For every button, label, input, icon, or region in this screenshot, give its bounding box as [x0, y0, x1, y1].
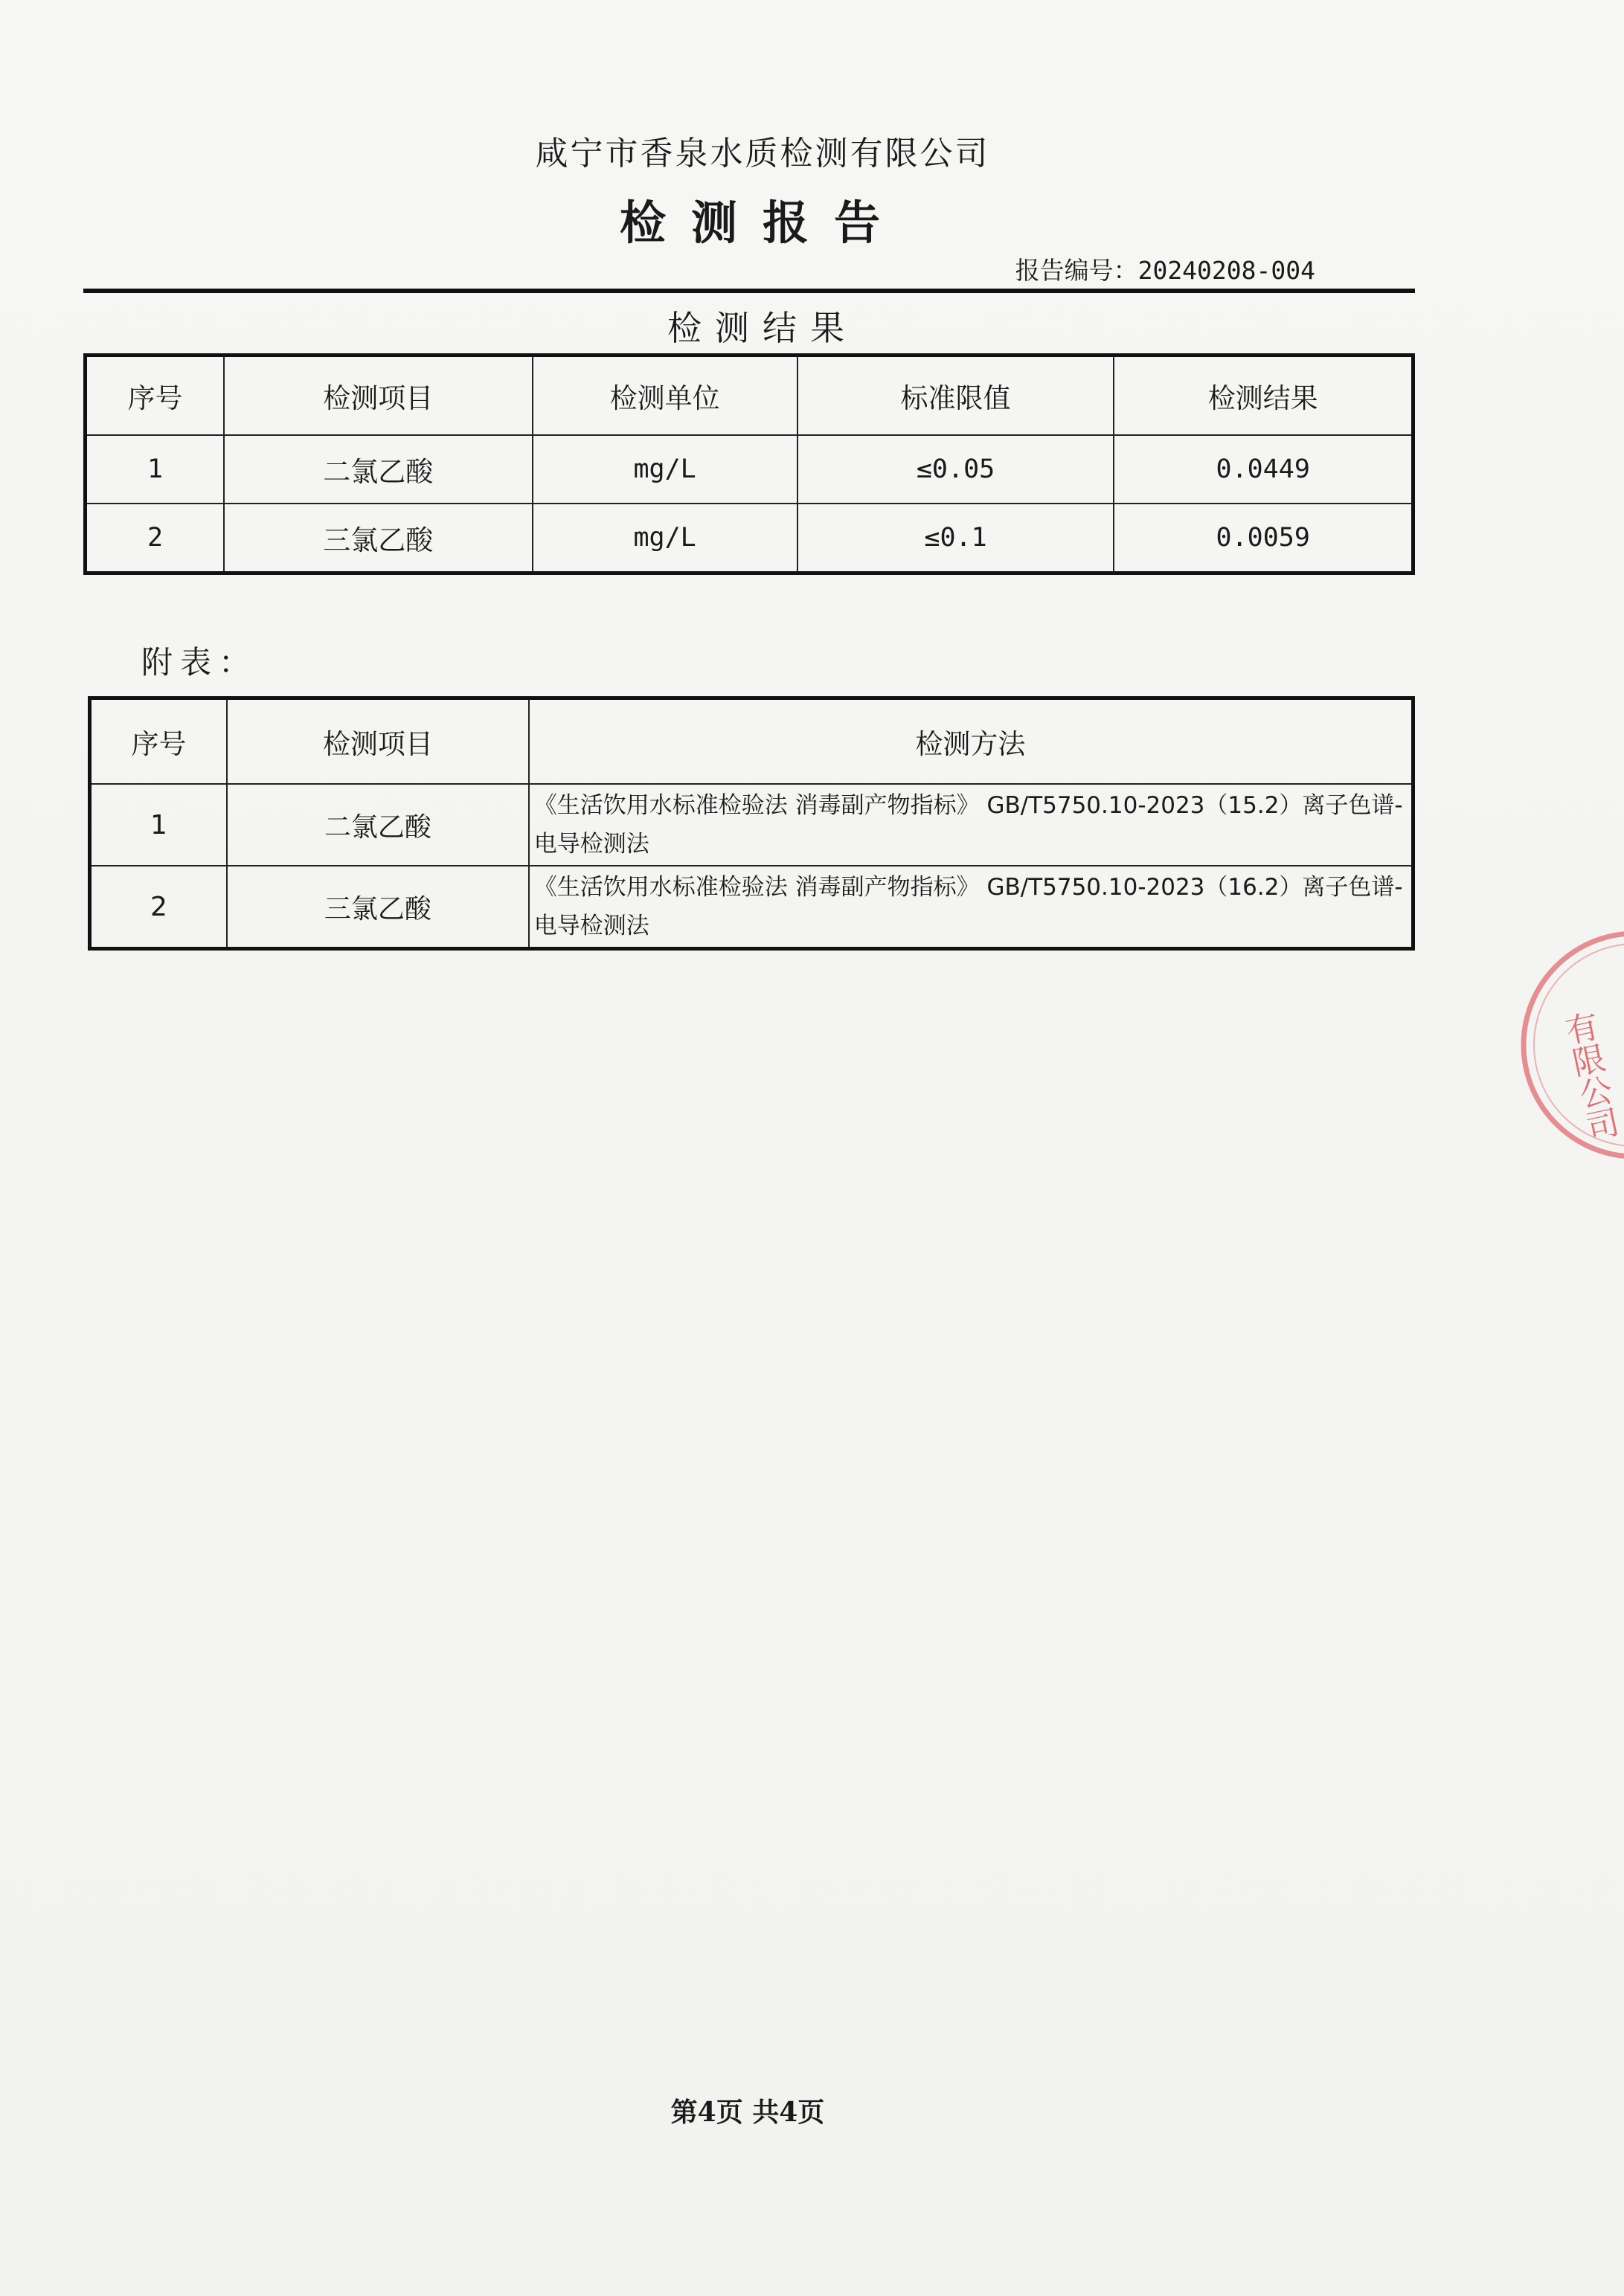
standard-limit: ≤0.05: [797, 435, 1114, 504]
test-result: 0.0059: [1114, 504, 1413, 573]
column-header: 检测项目: [227, 698, 529, 785]
seal-icon: [1512, 922, 1624, 1168]
row-number: 1: [90, 784, 228, 866]
row-number: 2: [86, 504, 224, 573]
row-number: 2: [90, 866, 228, 949]
column-header: 序号: [90, 698, 228, 785]
page-footer: 第4页 共4页: [670, 2097, 825, 2128]
test-unit: mg/L: [533, 435, 797, 504]
report-number-label: 报告编号：: [1015, 256, 1138, 285]
report-number: [1015, 251, 1315, 286]
column-header: 检测单位: [533, 356, 797, 436]
table-row: [86, 504, 1413, 573]
column-header: 检测结果: [1114, 356, 1413, 436]
column-header: 检测项目: [224, 356, 533, 436]
standard-limit: ≤0.1: [797, 504, 1114, 573]
test-result: 0.0449: [1114, 435, 1413, 504]
test-unit: mg/L: [533, 504, 797, 573]
test-item: 二氯乙酸: [224, 435, 533, 504]
appendix-table: [88, 696, 1415, 951]
table-row: [86, 435, 1413, 504]
table-row: [90, 866, 1413, 949]
appendix-label: 附表：: [141, 644, 258, 681]
appendix-header-row: [90, 698, 1413, 785]
company-name: 咸宁市香泉水质检测有限公司: [535, 135, 990, 173]
table-row: [90, 784, 1413, 866]
company-seal-stamp: [1512, 922, 1624, 1168]
column-header: 标准限值: [797, 356, 1114, 436]
column-header: 序号: [86, 356, 224, 436]
test-item: 三氯乙酸: [227, 866, 529, 949]
column-header: 检测方法: [529, 698, 1413, 785]
svg-text:有限公司: 有限公司: [1556, 1008, 1622, 1145]
results-header-row: [86, 356, 1413, 436]
results-table: [83, 353, 1415, 575]
test-method: 《生活饮用水标准检验法 消毒副产物指标》 GB/T5750.10-2023（15.2）离子色谱-电导检测法: [529, 784, 1413, 866]
report-number-value: 20240208-004: [1137, 256, 1315, 285]
results-section-title: 检测结果: [667, 308, 858, 348]
header-divider: [83, 289, 1415, 293]
test-method: 《生活饮用水标准检验法 消毒副产物指标》 GB/T5750.10-2023（16.2）离子色谱-电导检测法: [529, 866, 1413, 949]
report-title: 检测报告: [619, 196, 905, 250]
test-item: 二氯乙酸: [227, 784, 529, 866]
row-number: 1: [86, 435, 224, 504]
test-item: 三氯乙酸: [224, 504, 533, 573]
